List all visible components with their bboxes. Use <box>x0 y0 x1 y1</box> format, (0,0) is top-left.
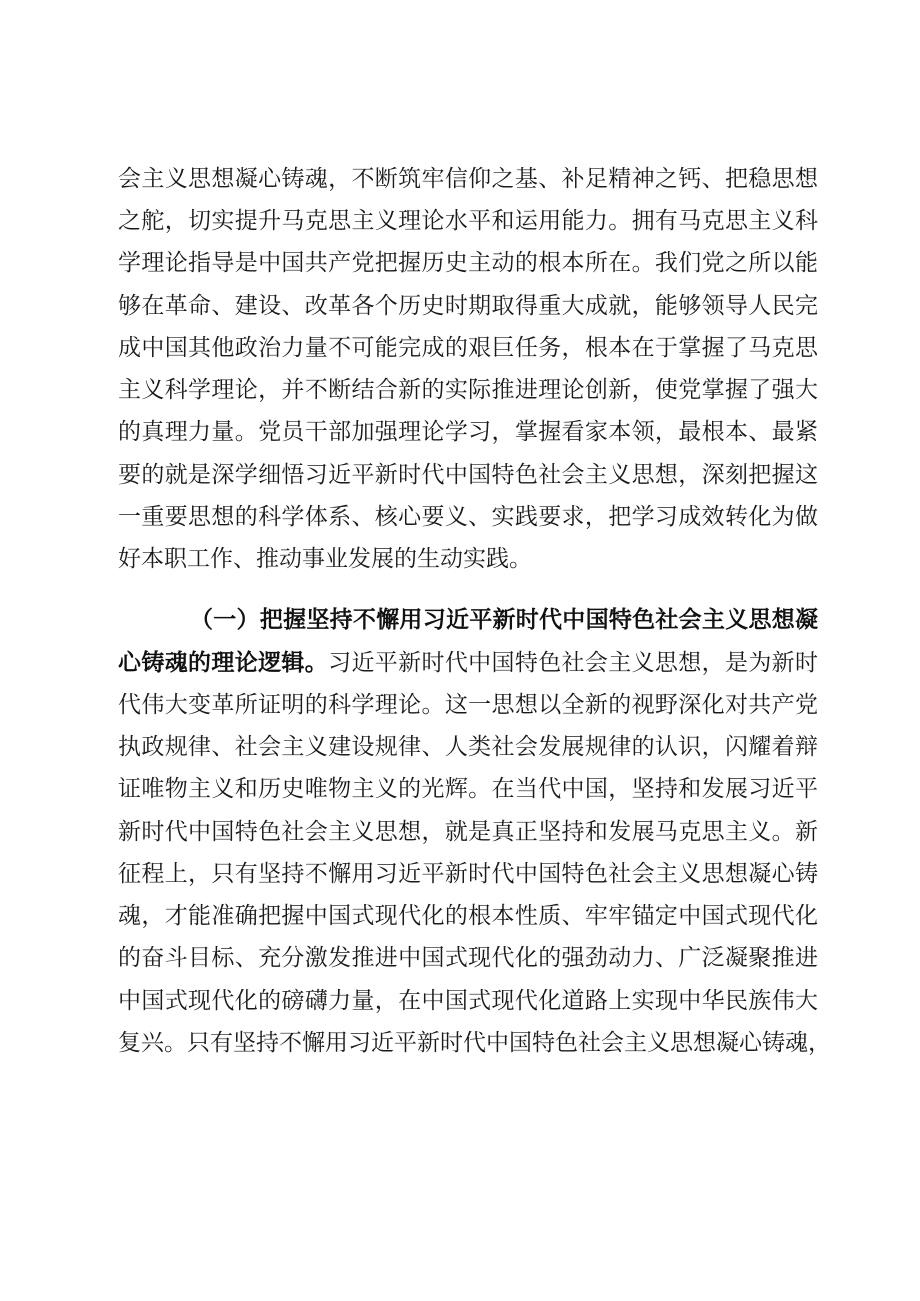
text-line: 执政规律、社会主义建设规律、人类社会发展规律的认识，闪耀着辩 <box>118 734 818 760</box>
text-line: 证唯物主义和历史唯物主义的光辉。在当代中国，坚持和发展习近平 <box>118 776 818 802</box>
text-line: 代伟大变革所证明的科学理论。这一思想以全新的视野深化对共产党 <box>118 692 818 718</box>
text-line <box>118 645 818 681</box>
text-span: 习近平新时代中国特色社会主义思想，是为新时 <box>328 650 819 676</box>
text-line: 够在革命、建设、改革各个历史时期取得重大成就，能够领导人民完 <box>118 293 818 319</box>
text-line: 主义科学理论，并不断结合新的实际推进理论创新，使党掌握了强大 <box>118 377 818 403</box>
text-line: 成中国其他政治力量不可能完成的艰巨任务，根本在于掌握了马克思 <box>118 335 818 361</box>
section-heading-end: 心铸魂的理论逻辑。 <box>118 649 329 676</box>
text-line: 的真理力量。党员干部加强理论学习，掌握看家本领，最根本、最紧 <box>118 419 818 445</box>
text-line: 要的就是深学细悟习近平新时代中国特色社会主义思想，深刻把握这 <box>118 462 818 488</box>
text-line: 复兴。只有坚持不懈用习近平新时代中国特色社会主义思想凝心铸魂， <box>118 1030 831 1056</box>
text-line: 会主义思想凝心铸魂，不断筑牢信仰之基、补足精神之钙、把稳思想 <box>118 166 818 192</box>
text-line: 征程上，只有坚持不懈用习近平新时代中国特色社会主义思想凝心铸 <box>118 861 818 887</box>
text-line: 中国式现代化的磅礴力量，在中国式现代化道路上实现中华民族伟大 <box>118 988 818 1014</box>
text-line: 学理论指导是中国共产党把握历史主动的根本所在。我们党之所以能 <box>118 250 818 276</box>
section-heading: （一）把握坚持不懈用习近平新时代中国特色社会主义思想凝 <box>190 606 818 633</box>
text-line: 的奋斗目标、充分激发推进中国式现代化的强劲动力、广泛凝聚推进 <box>118 945 818 971</box>
text-line: 一重要思想的科学体系、核心要义、实践要求，把学习成效转化为做 <box>118 504 818 530</box>
text-line: 魂，才能准确把握中国式现代化的根本性质、牢牢锚定中国式现代化 <box>118 903 818 929</box>
text-line: 好本职工作、推动事业发展的生动实践。 <box>118 546 532 572</box>
text-line: 新时代中国特色社会主义思想，就是真正坚持和发展马克思主义。新 <box>118 819 818 845</box>
text-line: 之舵，切实提升马克思主义理论水平和运用能力。拥有马克思主义科 <box>118 208 818 234</box>
